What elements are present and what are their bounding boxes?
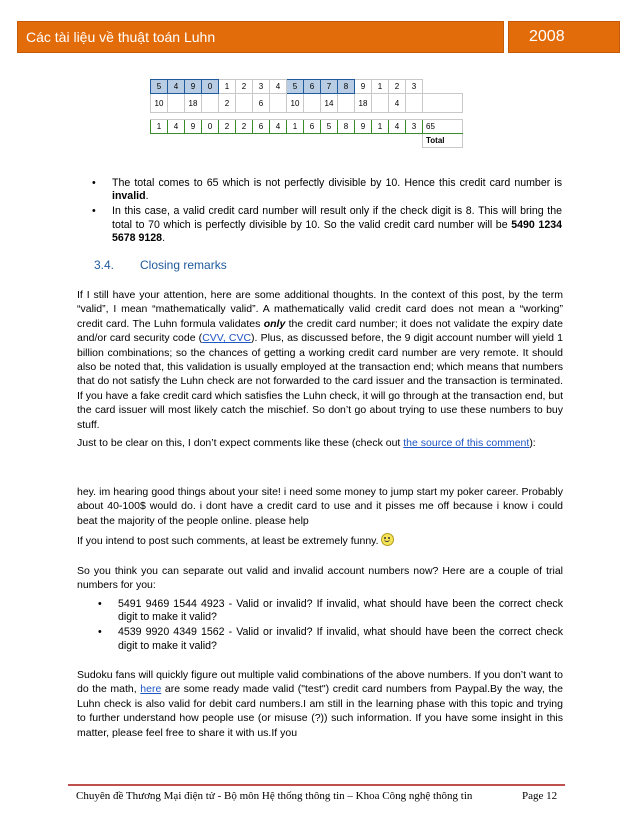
total-value: 65 [423,120,463,134]
table-cell [202,94,219,113]
table-cell [168,94,185,113]
table-cell: 8 [338,80,355,94]
table-cell: 3 [253,80,270,94]
table-cell: 9 [185,80,202,94]
table-cell: 1 [287,120,304,134]
table-cell: 6 [304,80,321,94]
table-cell [304,94,321,113]
list-item: • In this case, a valid credit card number will result only if the check digit is 8. This will bring the total to 70 which is perfectly divisible by 10. So the valid credit card number will be 5490 1234 5678 9128. [92,205,563,244]
table-cell: 7 [321,80,338,94]
table-row-spacer [151,113,463,120]
table-cell: 10 [287,94,304,113]
header-title-box [17,21,504,53]
table-cell: 9 [185,120,202,134]
table-cell: 10 [151,94,168,113]
result-bullet-list [92,177,562,247]
table-cell-empty [423,94,463,113]
table-cell: 4 [270,120,287,134]
luhn-table [150,79,463,148]
comment-source-link[interactable]: the source of this comment [403,437,530,449]
total-label: Total [423,134,463,148]
table-cell: 4 [270,80,287,94]
table-cell [236,94,253,113]
table-cell: 18 [355,94,372,113]
table-cell: 14 [321,94,338,113]
table-cell: 2 [219,120,236,134]
page-header [17,21,620,53]
table-cell: 5 [287,80,304,94]
table-cell: 1 [372,120,389,134]
paragraph-closing: If I still have your attention, here are some additional thoughts. In the context of this post, by the term “valid”, I mean “mathematically valid”. A mathematically valid credit card does not mean a “working” credit card. The Luhn formula validates only the credit card number; it does not validate the expiry date and/or card security code (CVV, CVC). Plus, as discussed before, the 9 digit account number will yield 1 billion combinations; so the chances of getting a working credit card number are very remote. It should also be noted that, this validation is usually employed at the transaction end; which means that numbers that do not satisfy the Luhn check are not forwarded to the card issuer and the transaction is terminated. If you have a fake credit card which satisfies the Luhn check, it will go through at the transaction end, but the card issuer will most likely catch the mischief. So don’t go about trying to use these numbers to buy stuff. [77,289,563,431]
section-heading [94,258,227,272]
table-cell [338,94,355,113]
header-year: 2008 [529,28,565,45]
table-row-original [151,80,463,94]
list-item: • The total comes to 65 which is not perfectly divisible by 10. Hence this credit card number is invalid. [92,177,562,203]
page-number: Page 12 [522,790,558,802]
header-title: Các tài liệu về thuật toán Luhn [26,29,216,45]
table-cell [406,94,423,113]
table-cell: 0 [202,80,219,94]
table-cell: 6 [253,120,270,134]
header-year-box [508,21,620,53]
table-cell: 9 [355,80,372,94]
paragraph-quoted-comment: hey. im hearing good things about your site! i need some money to jump start my poker career. Probably about 40-100$ would do. i dont have a credit card to use and it pisses me off because i know i could beat the majority of the people online. please help [77,486,563,527]
table-cell: 1 [151,120,168,134]
cvv-cvc-link[interactable]: CVV, CVC [202,332,252,345]
paragraph-funny: If you intend to post such comments, at least be extremely funny. [77,533,563,548]
table-cell: 8 [338,120,355,134]
table-cell: 3 [406,80,423,94]
table-cell: 4 [168,80,185,94]
table-cell: 4 [389,120,406,134]
table-cell [372,94,389,113]
table-cell: 0 [202,120,219,134]
table-cell: 4 [389,94,406,113]
table-cell: 6 [304,120,321,134]
table-cell: 6 [253,94,270,113]
footer-divider [68,784,565,786]
list-item: • 4539 9920 4349 1562 - Valid or invalid? If invalid, what should have been the correct check digit to make it valid? [98,626,563,652]
table-cell: 4 [168,120,185,134]
table-cell: 2 [236,80,253,94]
paragraph-sudoku: Sudoku fans will quickly figure out multiple valid combinations of the above numbers. If you don’t want to do the math, here are some ready made valid ("test") credit card numbers from Paypal.By the way, the Luhn check is also valid for debit card numbers.I am still in the learning phase with this topic and trying to further understand how people use (or misuse (?)) such information. If you have some insight in this matter, please feel free to share it with us.If you [77,669,563,739]
section-title: Closing remarks [140,258,227,272]
table-cell: 1 [372,80,389,94]
table-cell: 2 [389,80,406,94]
paragraph-trial-intro: So you think you can separate out valid and invalid account numbers now? Here are a couple of trial numbers for you: [77,565,563,592]
table-cell: 18 [185,94,202,113]
table-row-total-label [151,134,463,148]
here-link[interactable]: here [140,683,162,696]
table-cell [270,94,287,113]
smiley-icon [381,533,394,546]
table-cell-empty [423,80,463,94]
table-cell: 3 [406,120,423,134]
table-cell: 1 [219,80,236,94]
list-item: • 5491 9469 1544 4923 - Valid or invalid? If invalid, what should have been the correct check digit to make it valid? [98,598,563,624]
section-number: 3.4. [94,258,115,272]
paragraph-comments: Just to be clear on this, I don’t expect comments like these (check out the source of this comment): [77,437,536,449]
table-cell: 5 [321,120,338,134]
table-cell: 2 [236,120,253,134]
table-row-result [151,120,463,134]
table-cell: 2 [219,94,236,113]
table-cell: 5 [151,80,168,94]
table-cell: 9 [355,120,372,134]
table-row-doubled [151,94,463,113]
footer-text: Chuyên đề Thương Mại điện tử - Bộ môn Hệ thống thông tin – Khoa Công nghệ thông tin [76,790,473,802]
trial-number-list [98,598,563,655]
